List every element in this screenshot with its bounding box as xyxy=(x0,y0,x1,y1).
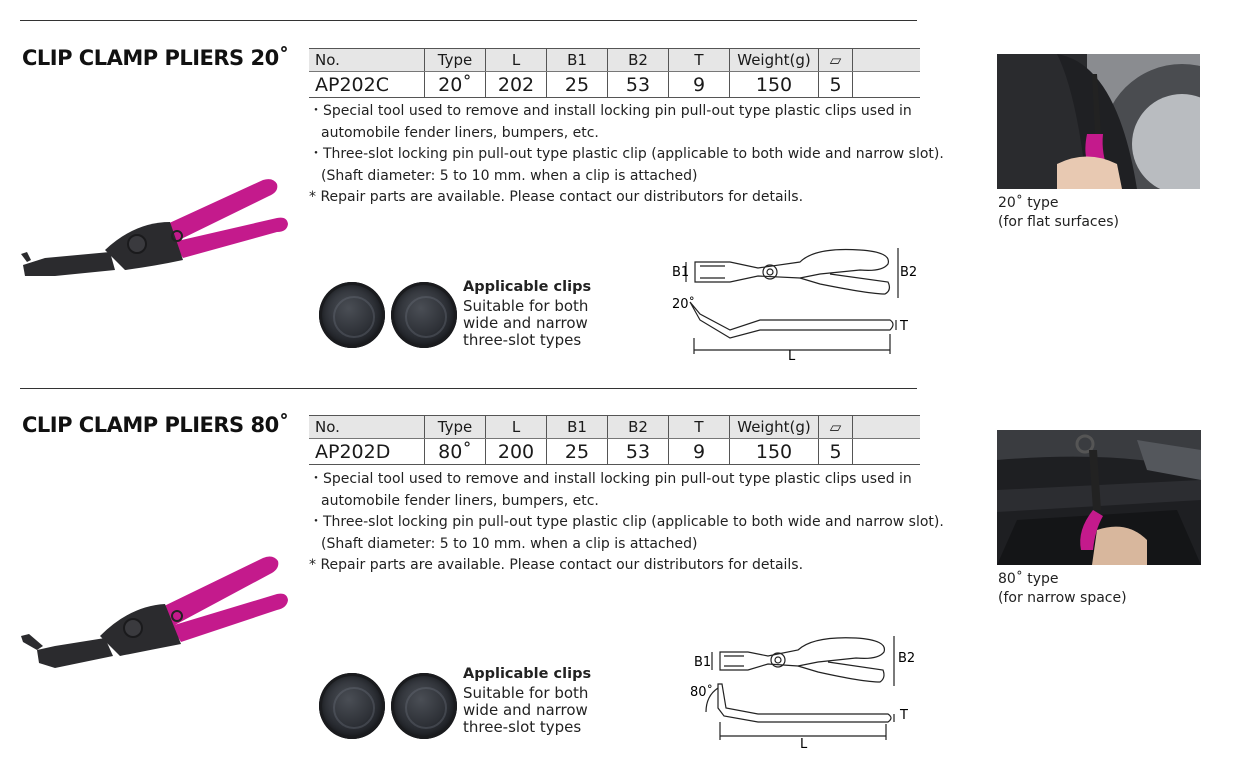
diagram-label-t: T xyxy=(900,708,908,723)
product-title: CLIP CLAMP PLIERS 20˚ xyxy=(22,46,289,70)
clips-text-line: wide and narrow xyxy=(463,701,588,719)
cell-no: AP202C xyxy=(309,72,425,98)
diagram-label-b1: B1 xyxy=(672,265,690,280)
product-title: CLIP CLAMP PLIERS 80˚ xyxy=(22,413,289,437)
note-line: * Repair parts are available. Please contact our distributors for details. xyxy=(309,189,804,205)
cell-b1: 25 xyxy=(547,439,608,465)
clips-text-line: three-slot types xyxy=(463,331,582,349)
product-notes xyxy=(309,469,944,577)
header-blank xyxy=(853,49,921,72)
photo-caption xyxy=(998,570,1127,608)
cell-b1: 25 xyxy=(547,72,608,98)
top-rule xyxy=(20,20,917,21)
cell-l: 200 xyxy=(486,439,547,465)
spec-table-header xyxy=(309,416,920,439)
clips-title: Applicable clips xyxy=(463,666,592,682)
photo-caption xyxy=(998,194,1119,232)
cell-weight: 150 xyxy=(730,72,819,98)
dimension-diagram-80 xyxy=(688,632,928,754)
usage-photo-20 xyxy=(997,54,1200,189)
cell-type: 20˚ xyxy=(425,72,486,98)
note-line: ・Three-slot locking pin pull-out type plastic clip (applicable to both wide and narrow slot). xyxy=(309,514,944,530)
header-b2: B2 xyxy=(608,49,669,72)
header-weight: Weight(g) xyxy=(730,416,819,439)
spec-table xyxy=(309,48,920,98)
dimension-diagram-20 xyxy=(670,244,920,366)
clips-text-line: wide and narrow xyxy=(463,314,588,332)
clips-text-line: Suitable for both xyxy=(463,297,589,315)
table-row xyxy=(309,439,920,465)
header-b1: B1 xyxy=(547,49,608,72)
cell-qty: 5 xyxy=(819,72,853,98)
cell-blank xyxy=(853,72,921,98)
caption-line: 20˚ type xyxy=(998,195,1059,211)
cell-no: AP202D xyxy=(309,439,425,465)
header-l: L xyxy=(486,49,547,72)
caption-line: 80˚ type xyxy=(998,571,1059,587)
diagram-label-l: L xyxy=(788,349,796,364)
cell-b2: 53 xyxy=(608,72,669,98)
header-blank xyxy=(853,416,921,439)
header-type: Type xyxy=(425,49,486,72)
header-box-icon: ▱ xyxy=(819,416,853,439)
clips-text-line: three-slot types xyxy=(463,718,582,736)
clip-image xyxy=(391,282,457,348)
note-line: * Repair parts are available. Please contact our distributors for details. xyxy=(309,557,804,573)
product-notes xyxy=(309,101,944,209)
clips-text xyxy=(463,298,588,349)
note-line: automobile fender liners, bumpers, etc. xyxy=(321,492,599,509)
clip-image xyxy=(391,673,457,739)
usage-photo-80 xyxy=(997,430,1201,565)
cell-l: 202 xyxy=(486,72,547,98)
header-b2: B2 xyxy=(608,416,669,439)
header-t: T xyxy=(669,416,730,439)
cell-qty: 5 xyxy=(819,439,853,465)
header-no: No. xyxy=(309,49,425,72)
section-divider xyxy=(20,388,917,389)
clips-text-line: Suitable for both xyxy=(463,684,589,702)
diagram-label-angle: 20˚ xyxy=(672,297,696,312)
clip-image xyxy=(319,282,385,348)
caption-line: (for flat surfaces) xyxy=(998,214,1119,230)
note-line: ・Three-slot locking pin pull-out type plastic clip (applicable to both wide and narrow slot). xyxy=(309,146,944,162)
clips-title: Applicable clips xyxy=(463,279,592,295)
cell-t: 9 xyxy=(669,72,730,98)
note-line: ・Special tool used to remove and install locking pin pull-out type plastic clips used in xyxy=(309,471,912,487)
header-t: T xyxy=(669,49,730,72)
header-type: Type xyxy=(425,416,486,439)
cell-t: 9 xyxy=(669,439,730,465)
cell-blank xyxy=(853,439,921,465)
pliers-80-image xyxy=(15,548,290,678)
diagram-label-l: L xyxy=(800,737,808,752)
diagram-label-b2: B2 xyxy=(900,265,918,280)
header-box-icon: ▱ xyxy=(819,49,853,72)
spec-table-header xyxy=(309,49,920,72)
header-b1: B1 xyxy=(547,416,608,439)
note-line: automobile fender liners, bumpers, etc. xyxy=(321,124,599,141)
diagram-label-angle: 80˚ xyxy=(690,685,714,700)
clip-image xyxy=(319,673,385,739)
table-row xyxy=(309,72,920,98)
pliers-20-image xyxy=(15,170,290,295)
note-line: ・Special tool used to remove and install locking pin pull-out type plastic clips used in xyxy=(309,103,912,119)
caption-line: (for narrow space) xyxy=(998,590,1127,606)
cell-weight: 150 xyxy=(730,439,819,465)
cell-b2: 53 xyxy=(608,439,669,465)
diagram-label-b2: B2 xyxy=(898,651,916,666)
header-no: No. xyxy=(309,416,425,439)
cell-type: 80˚ xyxy=(425,439,486,465)
note-line: (Shaft diameter: 5 to 10 mm. when a clip is attached) xyxy=(321,167,698,184)
spec-table xyxy=(309,415,920,465)
note-line: (Shaft diameter: 5 to 10 mm. when a clip is attached) xyxy=(321,535,698,552)
header-l: L xyxy=(486,416,547,439)
header-weight: Weight(g) xyxy=(730,49,819,72)
diagram-label-b1: B1 xyxy=(694,655,712,670)
clips-text xyxy=(463,685,588,736)
diagram-label-t: T xyxy=(900,319,908,334)
